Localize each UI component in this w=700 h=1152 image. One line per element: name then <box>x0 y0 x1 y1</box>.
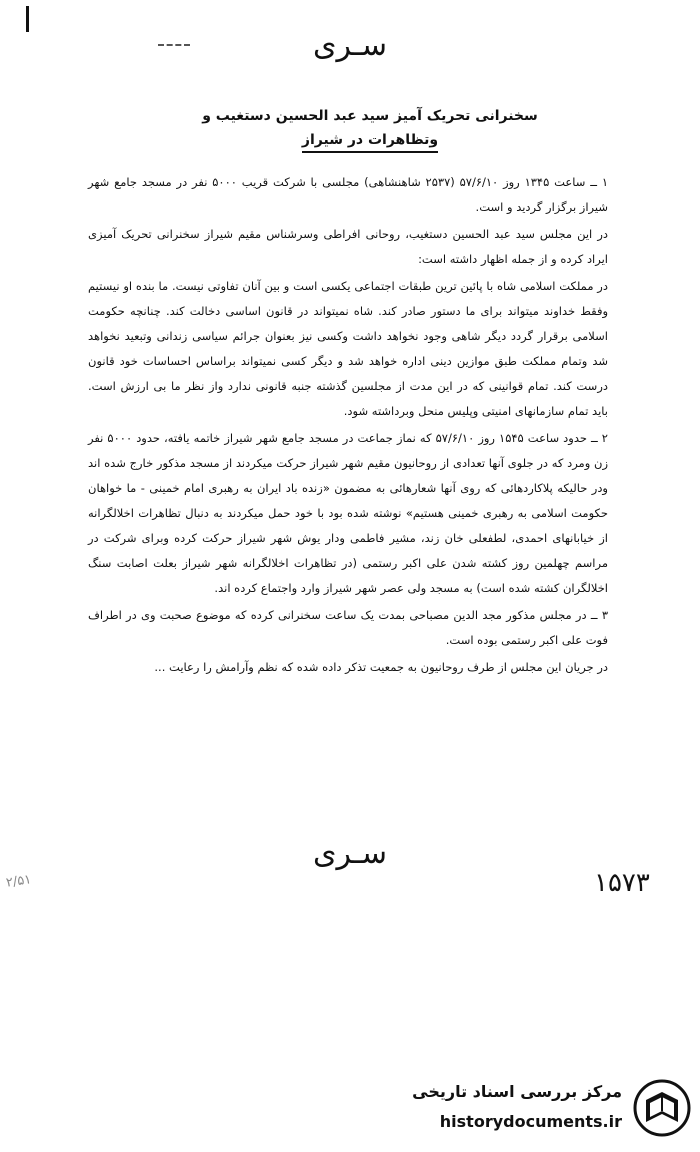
watermark-url: historydocuments.ir <box>439 1112 622 1131</box>
page-number: ۱۵۷۳ <box>594 868 650 898</box>
document-title-line-2 <box>150 132 590 148</box>
paragraph-6: در جریان این مجلس از طرف روحانیون به جمعیت تذکر داده شده که نظم وآرامش را رعایت ... <box>154 660 608 674</box>
paragraph-1: ۱ ــ ساعت ۱۳۴۵ روز ۵۷/۶/۱۰ (۲۵۳۷ شاهنشاهی) مجلسی با شرکت قریب ۵۰۰۰ نفر در مسجد جامع شهر شیراز برگزار گردید و است. <box>88 175 608 214</box>
paragraph-3: در مملکت اسلامی شاه با پائین ترین طبقات اجتماعی یکسی است و بین آنان تفاوتی نیست. ما بنده او نیستیم وفقط خداوند میتواند برای ما دستور صادر کند. شاه نمیتواند در قانون اساسی دخالت کند. چنانچه حکومت اسلامی برقرار گردد دیگر شاهی وجود نخواهد داشت وکسی نیز بعنوان جرائم سیاسی زندانی وتبعید نخواهد شد وتمام مملکت طبق موازین دینی اداره خواهد شد و دیگر کسی نمیتواند براساس احساسات خود قانون درست کند. تمام قوانینی که در این مدت از مجلسین گذشته جنبه قانونی ندارد واز نظر ما بی ارزش است. باید تمام سازمانهای امنیتی وپلیس منحل وبرداشته شود. <box>88 279 608 418</box>
watermark-name: مرکز بررسی اسناد تاریخی <box>412 1082 622 1101</box>
paragraph-4: ۲ ــ حدود ساعت ۱۵۴۵ روز ۵۷/۶/۱۰ که نماز جماعت در مسجد جامع شهر شیراز خاتمه یافته، حدود ۵۰۰۰ نفر زن ومرد که در جلوی آنها تعدادی از روحانیون مقیم شهر شیراز حرکت میکردند از مسجد مذکور خارج شده اند ودر حالیکه پلاکاردهائی که روی آنها شعارهائی به مضمون «زنده باد ایران به رهبری امام خمینی - ما خواهان حکومت اسلامی به رهبری خمینی هستیم» نوشته شده بود با خود حمل میکردند به دنبال تظاهرات اخلالگرانه از خیابانهای احمدی، لطفعلی خان زند، مشیر فاطمی ودار یوش شهر شیراز حرکت کرده وبرای شرکت در مراسم چهلمین روز کشته شدن علی اکبر رستمی (در تظاهرات اخلالگرانه شهر شیراز بعلت اصابت سنگ اخلالگران کشته شده است) به مسجد ولی عصر شهر شیراز وارد واجتماع کرده اند. <box>88 431 608 595</box>
paragraph-2: در این مجلس سید عبد الحسین دستغیب، روحانی افراطی وسرشناس مقیم شیراز سخنرانی تحریک آمیزی ایراد کرده و از جمله اظهار داشته است: <box>88 227 608 266</box>
document-title-line-2-text: وتظاهرات در شیراز <box>302 132 438 153</box>
document-body <box>88 170 608 680</box>
paragraph-5: ۳ ــ در مجلس مذکور مجد الدین مصباحی بمدت یک ساعت سخنرانی کرده که موضوع صحبت وی در اطراف فوت علی اکبر رستمی بوده است. <box>88 608 608 647</box>
classification-top: سـری <box>313 28 387 63</box>
document-title-line-1: سخنرانی تحریک آمیز سید عبد الحسین دستغیب و <box>202 108 538 124</box>
document-archive-logo-icon <box>632 1078 692 1138</box>
classification-bottom: سـری <box>313 836 387 871</box>
watermark <box>412 1074 692 1144</box>
handwritten-margin-note: ۲/۵۱ <box>5 872 33 891</box>
